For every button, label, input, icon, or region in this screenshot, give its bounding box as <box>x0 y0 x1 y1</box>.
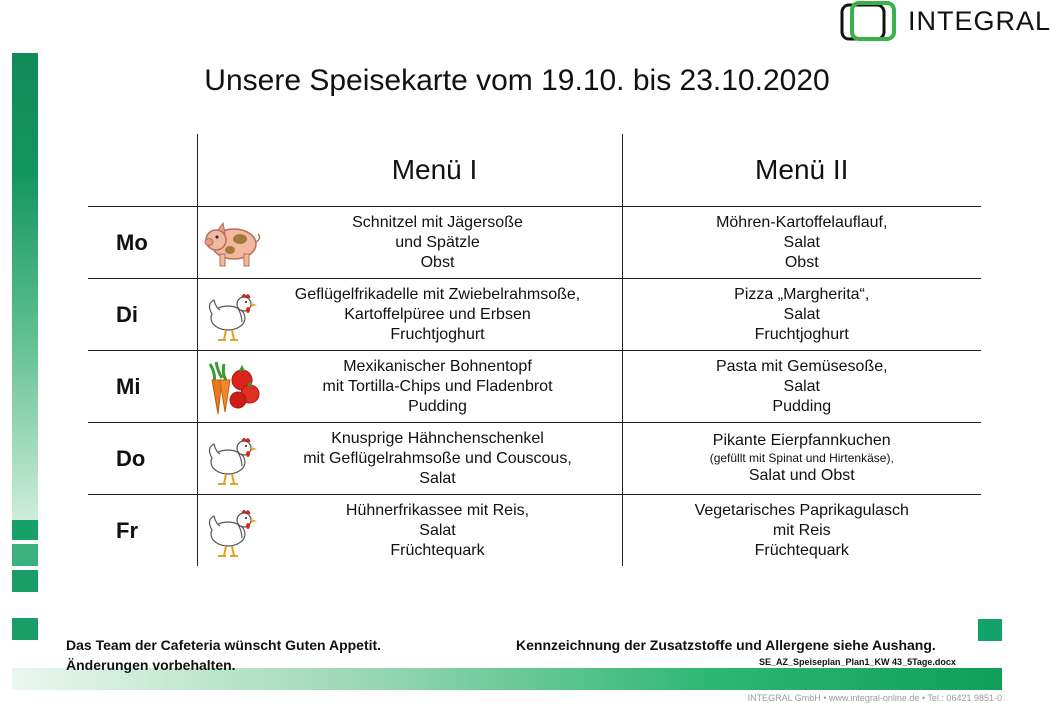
dish-line: Salat <box>783 377 820 395</box>
dish-line: Schnitzel mit Jägersoße <box>352 213 523 231</box>
dish-line: Salat <box>783 233 820 251</box>
menu1-cell <box>197 423 622 495</box>
dish-line: Pikante Eierpfannkuchen <box>712 432 891 449</box>
table-row <box>88 423 981 495</box>
footer-contact: INTEGRAL GmbH • www.integral-online.de • Tel.: 06421 9851-0 <box>747 693 1002 703</box>
dish-line: Mexikanischer Bohnentopf <box>343 357 532 375</box>
pig-icon <box>202 212 264 274</box>
day-label: Mi <box>88 351 197 423</box>
logo-text: INTEGRAL <box>908 6 1051 36</box>
dish-line: Früchtequark <box>754 541 849 559</box>
menu-table <box>88 134 981 566</box>
footer-filename: SE_AZ_Speiseplan_Plan1_KW 43_5Tage.docx <box>759 657 956 667</box>
menu2-cell <box>622 279 981 351</box>
dish-line: Pudding <box>772 397 832 415</box>
menu2-cell <box>622 207 981 279</box>
chicken-icon <box>202 428 264 490</box>
menu1-dish <box>264 501 622 561</box>
left-decor-bar <box>12 53 38 523</box>
menu1-dish <box>264 285 622 345</box>
dish-line: Pudding <box>408 397 467 415</box>
menu2-cell <box>622 423 981 495</box>
dish-line: Salat <box>419 469 456 487</box>
menu2-cell <box>622 495 981 567</box>
right-decor-square <box>978 619 1002 641</box>
menu1-dish <box>264 429 622 489</box>
dish-line: Salat <box>419 521 456 539</box>
dish-line: Pasta mit Gemüsesoße, <box>715 357 888 375</box>
day-label: Mo <box>88 207 197 279</box>
header-menu2: Menü II <box>755 154 849 185</box>
table-row <box>88 207 981 279</box>
menu1-dish <box>264 357 622 417</box>
dish-line: Fruchtjoghurt <box>754 325 849 343</box>
dish-line: Vegetarisches Paprikagulasch <box>694 501 909 519</box>
footer-greeting <box>66 635 381 675</box>
dish-line: Fruchtjoghurt <box>390 325 485 343</box>
integral-logo <box>838 2 1051 42</box>
dish-line: Salat <box>783 305 820 323</box>
day-label: Di <box>88 279 197 351</box>
dish-line: Salat und Obst <box>748 467 855 484</box>
dish-line: Knusprige Hähnchenschenkel <box>331 429 544 447</box>
dish-line: Kartoffelpüree und Erbsen <box>344 305 531 323</box>
dish-line: mit Geflügelrahmsoße und Couscous, <box>303 449 572 467</box>
footer-line: Änderungen vorbehalten. <box>66 657 236 673</box>
left-decor-square <box>12 570 38 592</box>
dish-line: Möhren-Kartoffelauflauf, <box>716 213 888 231</box>
page-title: Unsere Speisekarte vom 19.10. bis 23.10.2020 <box>204 64 830 97</box>
dish-line: mit Reis <box>772 521 831 539</box>
vegetables-icon <box>202 356 264 418</box>
menu1-cell <box>197 495 622 567</box>
dish-line: Geflügelfrikadelle mit Zwiebelrahmsoße, <box>294 285 581 303</box>
menu2-cell <box>622 351 981 423</box>
menu1-cell <box>197 279 622 351</box>
dish-line: Früchtequark <box>390 541 485 559</box>
table-row <box>88 495 981 567</box>
menu1-cell <box>197 207 622 279</box>
dish-line: mit Tortilla-Chips und Fladenbrot <box>322 377 553 395</box>
left-decor-square <box>12 520 38 540</box>
header-menu1: Menü I <box>197 134 622 207</box>
left-decor-square <box>12 618 38 640</box>
header-row <box>88 134 981 207</box>
chicken-icon <box>202 500 264 562</box>
day-label: Fr <box>88 495 197 567</box>
header-empty <box>88 134 197 207</box>
footer-allergen-note: Kennzeichnung der Zusatzstoffe und Allergene siehe Aushang. <box>516 637 936 653</box>
dish-line: (gefüllt mit Spinat und Hirtenkäse), <box>709 451 894 465</box>
dish-line: Pizza „Margherita“, <box>734 285 870 303</box>
integral-logo-icon <box>838 2 902 42</box>
dish-line: Obst <box>784 253 819 271</box>
left-decor-square <box>12 544 38 566</box>
day-label: Do <box>88 423 197 495</box>
dish-line: Obst <box>420 253 455 271</box>
footer-line: Das Team der Cafeteria wünscht Guten Appetit. <box>66 637 382 653</box>
dish-line: und Spätzle <box>395 233 480 251</box>
table-row <box>88 279 981 351</box>
dish-line: Hühnerfrikassee mit Reis, <box>345 501 530 519</box>
chicken-icon <box>202 284 264 346</box>
menu1-cell <box>197 351 622 423</box>
menu1-dish <box>264 213 622 273</box>
table-row <box>88 351 981 423</box>
